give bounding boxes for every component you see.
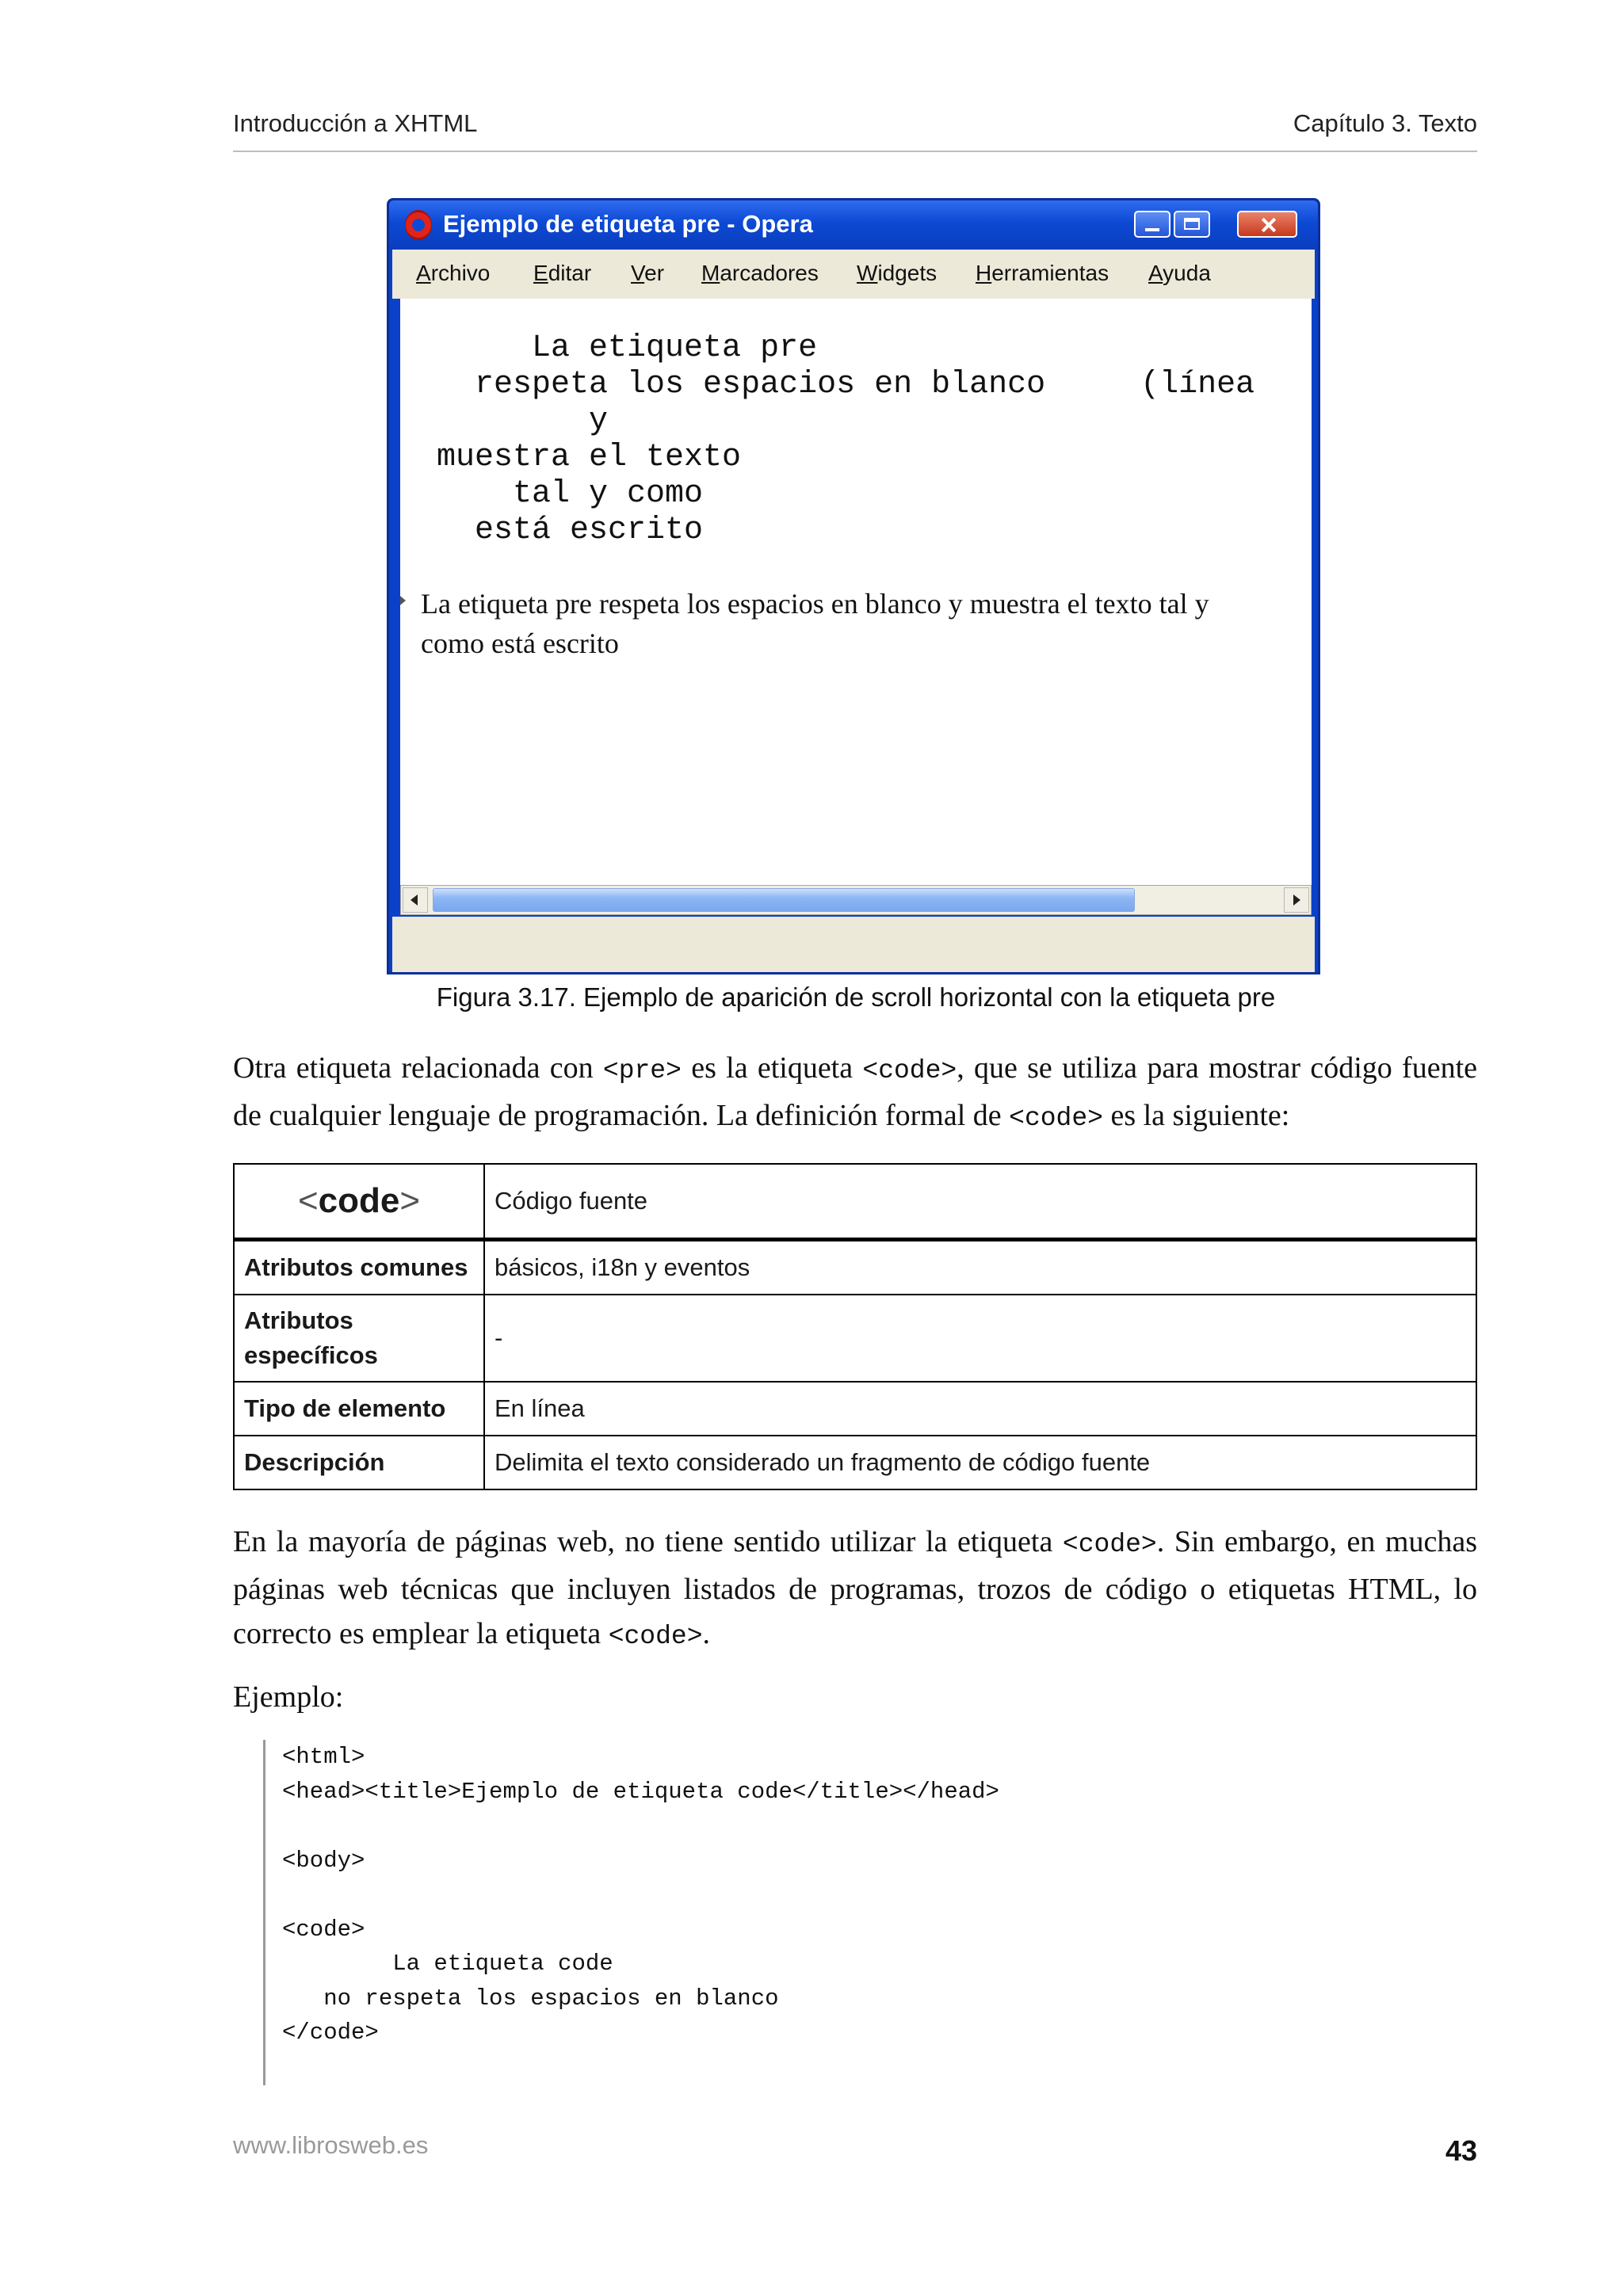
inline-code: <code>	[1062, 1530, 1157, 1559]
row-key: Atributos comunes	[234, 1240, 484, 1295]
text-run: es la siguiente:	[1102, 1099, 1290, 1132]
menu-item-widgets: Widgets	[857, 261, 938, 285]
angle-bracket: <	[297, 1181, 319, 1220]
horizontal-scrollbar	[400, 885, 1312, 915]
inline-code: <code>	[608, 1622, 703, 1651]
footer-site: www.librosweb.es	[233, 2131, 429, 2159]
caret-marker-icon	[400, 593, 406, 608]
row-value: En línea	[484, 1382, 1476, 1436]
angle-bracket: >	[399, 1181, 421, 1220]
row-value: Delimita el texto considerado un fragmento de código fuente	[484, 1436, 1476, 1489]
row-key: Tipo de elemento	[234, 1382, 484, 1436]
maximize-icon	[1174, 211, 1210, 238]
row-key: Descripción	[234, 1436, 484, 1489]
inline-code: <code>	[1009, 1104, 1103, 1133]
inline-code: <pre>	[602, 1056, 682, 1085]
window-status-area	[392, 917, 1315, 972]
header-rule	[233, 151, 1477, 152]
paragraph-usage	[233, 1520, 1477, 1659]
menu-bar	[392, 250, 1315, 299]
menu-item-ayuda: Ayuda	[1148, 261, 1211, 285]
close-icon	[1237, 211, 1297, 238]
table-row	[234, 1240, 1476, 1295]
tag-description: Código fuente	[484, 1164, 1476, 1240]
scroll-thumb	[433, 888, 1135, 912]
window-title: Ejemplo de etiqueta pre - Opera	[443, 210, 813, 238]
menu-item-marcadores: Marcadores	[701, 261, 819, 285]
row-value: básicos, i18n y eventos	[484, 1240, 1476, 1295]
figure-caption: Figura 3.17. Ejemplo de aparición de scroll horizontal con la etiqueta pre	[436, 982, 1276, 1012]
tag-name: code	[318, 1181, 400, 1220]
pre-rendered-text: La etiqueta pre respeta los espacios en blanco (línea y muestra el texto tal y como está escrito	[437, 330, 1255, 548]
code-listing: <html> <head><title>Ejemplo de etiqueta code</title></head> <body> <code> La etiqueta code no respeta los espacios en blanco </code>	[282, 1744, 999, 2046]
table-row	[234, 1436, 1476, 1489]
text-run: En la mayoría de páginas web, no tiene sentido utilizar la etiqueta	[233, 1525, 1063, 1558]
text-run: es la etiqueta	[681, 1051, 863, 1085]
row-value: -	[484, 1295, 1476, 1382]
arrow-right-icon	[1284, 887, 1309, 913]
window-titlebar	[389, 200, 1318, 250]
browser-window-screenshot	[387, 198, 1320, 974]
menu-item-editar: Editar	[533, 261, 592, 285]
running-header-right: Capítulo 3. Texto	[1293, 109, 1477, 137]
text-run: Otra etiqueta relacionada con	[233, 1051, 603, 1085]
page-number: 43	[1445, 2134, 1477, 2167]
table-row	[234, 1295, 1476, 1382]
page-viewport	[400, 299, 1312, 885]
inline-code: <code>	[862, 1056, 957, 1085]
minimize-icon	[1134, 211, 1170, 238]
code-rendered-text: La etiqueta pre respeta los espacios en blanco y muestra el texto tal y como está escrito	[421, 588, 1209, 659]
text-run: . Sin embargo, en muchas páginas web técnicas que incluyen listados de programas, trozos de código o etiquetas HTML, lo correcto es emplear la etiqueta	[233, 1525, 1477, 1650]
definition-table	[233, 1163, 1477, 1490]
running-header-left: Introducción a XHTML	[233, 109, 478, 137]
text-run: .	[702, 1617, 711, 1650]
text-run: , que se utiliza para mostrar código fuente de cualquier lenguaje de programación. La definición formal de	[233, 1051, 1477, 1132]
paragraph-example-label: Ejemplo:	[233, 1680, 344, 1714]
tag-name-cell	[234, 1164, 484, 1240]
menu-item-ver: Ver	[631, 261, 665, 285]
code-listing-bar	[263, 1740, 265, 2085]
menu-item-archivo: Archivo	[416, 261, 491, 285]
paragraph-intro	[233, 1046, 1477, 1141]
arrow-left-icon	[403, 887, 428, 913]
opera-logo-icon	[405, 210, 432, 240]
row-key: Atributos específicos	[234, 1295, 484, 1382]
table-row	[234, 1382, 1476, 1436]
table-row	[234, 1164, 1476, 1240]
menu-item-herramientas: Herramientas	[976, 261, 1109, 285]
